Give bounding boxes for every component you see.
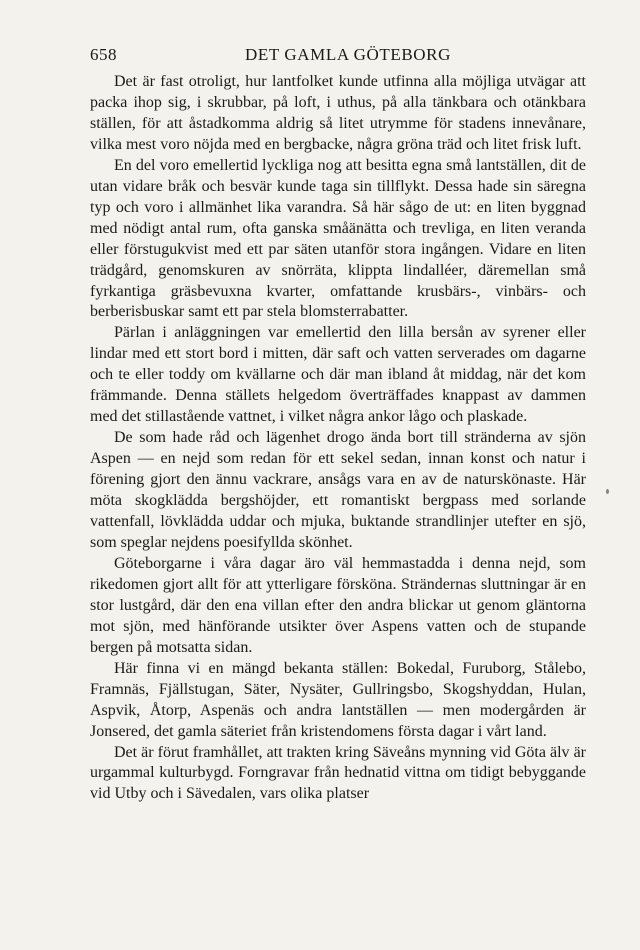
- paragraph: En del voro emellertid lyckliga nog att besitta egna små lantställen, dit de utan vidare bråk och besvär kunde taga sin tillflykt. Dessa hade sin säregna typ och voro i allmänhet lika varandra. Så här sågo de ut: en liten byggnad med nödigt antal rum, ofta ganska småänätta och trevliga, en liten veranda eller förstugukvist med ett par säten utanför stora ingången. Vidare en liten trädgård, genomskuren av snörräta, klippta lindalléer, däremellan små fyrkantiga gräsbevuxna kvarter, omfattande krusbärs-, vinbärs- och berberisbuskar samt ett par stela blomsterrabatter.: [90, 156, 586, 321]
- paragraph: Här finna vi en mängd bekanta ställen: Bokedal, Furuborg, Stålebo, Framnäs, Fjällstugan, Säter, Nysäter, Gullringsbo, Skogshyddan, Hulan, Aspvik, Åtorp, Aspenäs och andra lantställen — men modergården är Jonsered, det gamla säteriet från kristendomens första dagar i vårt land.: [90, 659, 586, 740]
- body-text: [90, 72, 586, 805]
- page-number: 658: [90, 45, 117, 64]
- paragraph: Göteborgarne i våra dagar äro väl hemmastadda i denna nejd, som rikedomen gjort allt för att ytterligare försköna. Strändernas sluttningar är en stor lustgård, där den ena villan efter den andra blickar ut genom gläntorna mot sjön, med hänförande utsikter över Aspens vatten och de stupande bergen på motsatta sidan.: [90, 554, 586, 656]
- paper-speck: [606, 489, 609, 494]
- paragraph: Det är fast otroligt, hur lantfolket kunde utfinna alla möjliga utvägar att packa ihop sig, i skrubbar, på loft, i uthus, på alla tänkbara och otänkbara ställen, för att åstadkomma aldrig så litet utrymme för stadens innevånare, vilka mest voro nöjda med en bergbacke, några gröna träd och litet frisk luft.: [90, 73, 586, 153]
- paragraph: Det är förut framhållet, att trakten kring Säveåns mynning vid Göta älv är urgammal kulturbygd. Forngravar från hednatid vittna om tidigt bebyggande vid Utby och i Sävedalen, vars olika platser: [90, 743, 586, 803]
- paragraph: Pärlan i anläggningen var emellertid den lilla bersån av syrener eller lindar med ett stort bord i mitten, där saft och vatten serverades om dagarne och te eller toddy om kvällarne och där man ibland åt middag, när det kom främmande. Denna ställets helgedom överträffades knappast av dammen med det stillastående vattnet, i vilket några ankor lågo och plaskade.: [90, 324, 586, 426]
- running-title: DET GAMLA GÖTEBORG: [245, 45, 451, 64]
- running-header: [90, 43, 586, 67]
- paragraph: De som hade råd och lägenhet drogo ända bort till stränderna av sjön Aspen — en nejd som redan för ett sekel sedan, innan konst och natur i förening gjort den ännu vackrare, ansågs vara en av de naturskönaste. Här möta skogklädda bergshöjder, ett romantiskt bergpass med sorlande vattenfall, lövklädda uddar och mjuka, buktande strandlinjer utefter en sjö, som speglar nejdens poesifyllda skönhet.: [90, 429, 586, 551]
